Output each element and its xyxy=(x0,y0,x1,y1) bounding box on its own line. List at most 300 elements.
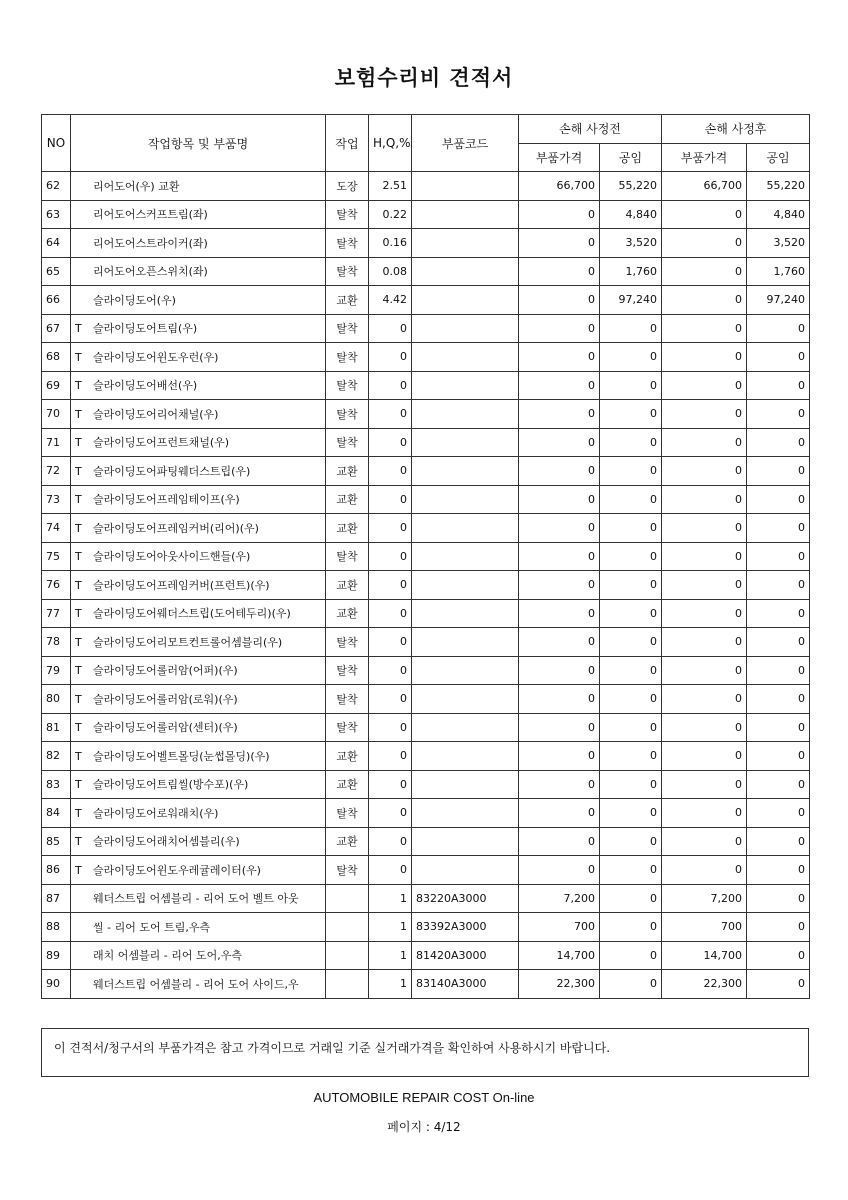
cell-price-after: 0 xyxy=(662,343,747,372)
cell-price-after: 0 xyxy=(662,257,747,286)
cell-work: 탈착 xyxy=(326,428,369,457)
cell-part-code xyxy=(412,343,519,372)
cell-work: 탈착 xyxy=(326,200,369,229)
page-number: 페이지 : 4/12 xyxy=(387,1120,461,1134)
cell-part-code xyxy=(412,770,519,799)
cell-work: 교환 xyxy=(326,514,369,543)
cell-part-code xyxy=(412,713,519,742)
cell-work: 탈착 xyxy=(326,371,369,400)
cell-no: 68 xyxy=(42,343,71,372)
header-labor-before: 공임 xyxy=(600,143,662,172)
header-price-after: 부품가격 xyxy=(662,143,747,172)
table-row xyxy=(42,827,810,856)
cell-part-code xyxy=(412,742,519,771)
cell-item xyxy=(71,400,326,429)
cell-price-before: 0 xyxy=(519,457,600,486)
cell-hq: 1 xyxy=(369,884,412,913)
item-name: 슬라이딩도어프레임커버(프런트)(우) xyxy=(93,578,270,592)
tool-flag: T xyxy=(75,664,82,678)
cell-price-before: 0 xyxy=(519,200,600,229)
cell-hq: 0 xyxy=(369,628,412,657)
cell-work: 도장 xyxy=(326,172,369,201)
cell-part-code xyxy=(412,400,519,429)
cell-labor-before: 0 xyxy=(600,656,662,685)
cell-part-code xyxy=(412,799,519,828)
cell-item xyxy=(71,571,326,600)
item-name: 웨더스트립 어셈블리 - 리어 도어 벨트 아웃 xyxy=(93,892,299,906)
cell-labor-after: 3,520 xyxy=(747,229,810,258)
cell-no: 87 xyxy=(42,884,71,913)
cell-price-before: 14,700 xyxy=(519,941,600,970)
cell-no: 80 xyxy=(42,685,71,714)
item-name: 슬라이딩도어윈도우런(우) xyxy=(93,350,219,364)
cell-labor-after: 0 xyxy=(747,314,810,343)
cell-work: 교환 xyxy=(326,599,369,628)
item-name: 슬라이딩도어파팅웨더스트립(우) xyxy=(93,464,251,478)
cell-item xyxy=(71,628,326,657)
cell-hq: 0 xyxy=(369,428,412,457)
cell-work: 탈착 xyxy=(326,542,369,571)
cell-no: 83 xyxy=(42,770,71,799)
tool-flag: T xyxy=(75,635,82,649)
tool-flag: T xyxy=(75,692,82,706)
cell-hq: 0.16 xyxy=(369,229,412,258)
cell-price-before: 22,300 xyxy=(519,970,600,999)
cell-part-code xyxy=(412,200,519,229)
cell-price-before: 0 xyxy=(519,343,600,372)
cell-item xyxy=(71,884,326,913)
cell-work: 탈착 xyxy=(326,799,369,828)
cell-price-before: 0 xyxy=(519,400,600,429)
cell-price-before: 0 xyxy=(519,428,600,457)
cell-hq: 0 xyxy=(369,770,412,799)
item-name: 리어도어오픈스위치(좌) xyxy=(93,265,208,279)
cell-price-after: 0 xyxy=(662,770,747,799)
cell-price-after: 66,700 xyxy=(662,172,747,201)
cell-no: 84 xyxy=(42,799,71,828)
item-name: 슬라이딩도어리모트컨트롤어셈블리(우) xyxy=(93,635,283,649)
cell-price-after: 0 xyxy=(662,571,747,600)
cell-labor-before: 0 xyxy=(600,941,662,970)
cell-no: 78 xyxy=(42,628,71,657)
document-title: 보험수리비 견적서 xyxy=(334,66,514,90)
table-row xyxy=(42,799,810,828)
header-item: 작업항목 및 부품명 xyxy=(71,115,326,172)
item-name: 슬라이딩도어프레임테이프(우) xyxy=(93,493,240,507)
cell-work: 탈착 xyxy=(326,713,369,742)
cell-hq: 1 xyxy=(369,970,412,999)
cell-item xyxy=(71,286,326,315)
tool-flag: T xyxy=(75,407,82,421)
cell-part-code xyxy=(412,656,519,685)
cell-labor-after: 55,220 xyxy=(747,172,810,201)
cell-price-after: 0 xyxy=(662,200,747,229)
cell-no: 75 xyxy=(42,542,71,571)
cell-hq: 0 xyxy=(369,571,412,600)
cell-item xyxy=(71,343,326,372)
tool-flag: T xyxy=(75,778,82,792)
cell-no: 89 xyxy=(42,941,71,970)
item-name: 슬라이딩도어롤러암(로워)(우) xyxy=(93,692,238,706)
table-row xyxy=(42,400,810,429)
header-after-assessment: 손해 사정후 xyxy=(662,115,810,144)
cell-hq: 2.51 xyxy=(369,172,412,201)
cell-hq: 4.42 xyxy=(369,286,412,315)
estimate-rows xyxy=(42,172,810,999)
cell-item xyxy=(71,742,326,771)
cell-price-before: 0 xyxy=(519,713,600,742)
cell-no: 88 xyxy=(42,913,71,942)
cell-hq: 0 xyxy=(369,742,412,771)
cell-work: 탈착 xyxy=(326,656,369,685)
table-row xyxy=(42,941,810,970)
header-hq: H,Q,% xyxy=(369,115,412,172)
item-name: 슬라이딩도어웨더스트립(도어테두리)(우) xyxy=(93,607,291,621)
tool-flag: T xyxy=(75,749,82,763)
cell-no: 62 xyxy=(42,172,71,201)
cell-item xyxy=(71,371,326,400)
cell-labor-before: 55,220 xyxy=(600,172,662,201)
item-name: 슬라이딩도어트림씰(방수포)(우) xyxy=(93,778,249,792)
cell-part-code: 81420A3000 xyxy=(412,941,519,970)
cell-item xyxy=(71,514,326,543)
cell-hq: 0 xyxy=(369,457,412,486)
cell-work: 탈착 xyxy=(326,257,369,286)
cell-item xyxy=(71,257,326,286)
cell-item xyxy=(71,457,326,486)
cell-price-before: 0 xyxy=(519,685,600,714)
cell-labor-after: 97,240 xyxy=(747,286,810,315)
cell-labor-after: 0 xyxy=(747,457,810,486)
cell-labor-after: 0 xyxy=(747,400,810,429)
item-name: 슬라이딩도어배선(우) xyxy=(93,379,198,393)
cell-no: 77 xyxy=(42,599,71,628)
cell-price-before: 0 xyxy=(519,856,600,885)
item-name: 슬라이딩도어트림(우) xyxy=(93,322,198,336)
tool-flag: T xyxy=(75,322,82,336)
cell-part-code xyxy=(412,314,519,343)
cell-no: 90 xyxy=(42,970,71,999)
table-row xyxy=(42,343,810,372)
tool-flag: T xyxy=(75,493,82,507)
cell-labor-before: 0 xyxy=(600,856,662,885)
cell-hq: 0 xyxy=(369,371,412,400)
cell-work: 교환 xyxy=(326,571,369,600)
cell-labor-before: 0 xyxy=(600,799,662,828)
item-name: 슬라이딩도어프레임커버(리어)(우) xyxy=(93,521,259,535)
item-name: 웨더스트립 어셈블리 - 리어 도어 사이드,우 xyxy=(93,977,299,991)
cell-no: 67 xyxy=(42,314,71,343)
cell-work: 교환 xyxy=(326,770,369,799)
cell-labor-before: 0 xyxy=(600,542,662,571)
cell-hq: 0 xyxy=(369,343,412,372)
cell-labor-after: 0 xyxy=(747,628,810,657)
item-name: 리어도어스커프트림(좌) xyxy=(93,208,208,222)
tool-flag: T xyxy=(75,578,82,592)
cell-labor-before: 0 xyxy=(600,514,662,543)
cell-hq: 0 xyxy=(369,799,412,828)
cell-no: 69 xyxy=(42,371,71,400)
cell-hq: 0 xyxy=(369,314,412,343)
cell-price-before: 0 xyxy=(519,371,600,400)
table-row xyxy=(42,884,810,913)
estimate-table xyxy=(41,114,810,999)
cell-labor-before: 3,520 xyxy=(600,229,662,258)
cell-price-before: 0 xyxy=(519,314,600,343)
cell-labor-after: 0 xyxy=(747,343,810,372)
item-name: 래치 어셈블리 - 리어 도어,우측 xyxy=(93,949,242,963)
cell-hq: 0 xyxy=(369,827,412,856)
cell-no: 86 xyxy=(42,856,71,885)
cell-item xyxy=(71,770,326,799)
item-name: 슬라이딩도어벨트몰딩(눈썹몰딩)(우) xyxy=(93,749,270,763)
table-row xyxy=(42,571,810,600)
header-before-assessment: 손해 사정전 xyxy=(519,115,662,144)
cell-labor-after: 0 xyxy=(747,913,810,942)
cell-labor-after: 0 xyxy=(747,799,810,828)
tool-flag: T xyxy=(75,863,82,877)
item-name: 슬라이딩도어리어채널(우) xyxy=(93,407,219,421)
table-row xyxy=(42,656,810,685)
cell-price-before: 0 xyxy=(519,827,600,856)
table-row xyxy=(42,542,810,571)
cell-price-after: 0 xyxy=(662,856,747,885)
cell-hq: 1 xyxy=(369,941,412,970)
cell-work: 탈착 xyxy=(326,628,369,657)
cell-no: 74 xyxy=(42,514,71,543)
header-work: 작업 xyxy=(326,115,369,172)
item-name: 리어도어스트라이커(좌) xyxy=(93,236,208,250)
cell-no: 76 xyxy=(42,571,71,600)
cell-price-before: 0 xyxy=(519,514,600,543)
item-name: 슬라이딩도어아웃사이드핸들(우) xyxy=(93,550,251,564)
cell-work: 탈착 xyxy=(326,229,369,258)
table-row xyxy=(42,457,810,486)
cell-no: 82 xyxy=(42,742,71,771)
cell-work: 탈착 xyxy=(326,856,369,885)
cell-price-after: 0 xyxy=(662,628,747,657)
cell-labor-after: 0 xyxy=(747,970,810,999)
cell-labor-after: 0 xyxy=(747,856,810,885)
cell-part-code: 83392A3000 xyxy=(412,913,519,942)
item-name: 슬라이딩도어래치어셈블리(우) xyxy=(93,835,240,849)
cell-no: 65 xyxy=(42,257,71,286)
cell-labor-before: 0 xyxy=(600,571,662,600)
cell-hq: 0 xyxy=(369,542,412,571)
cell-price-before: 0 xyxy=(519,770,600,799)
cell-price-after: 0 xyxy=(662,742,747,771)
cell-item xyxy=(71,200,326,229)
cell-price-after: 0 xyxy=(662,314,747,343)
table-row xyxy=(42,257,810,286)
cell-price-after: 0 xyxy=(662,286,747,315)
cell-no: 64 xyxy=(42,229,71,258)
cell-hq: 0 xyxy=(369,713,412,742)
cell-labor-before: 0 xyxy=(600,428,662,457)
item-name: 슬라이딩도어프런트채널(우) xyxy=(93,436,230,450)
cell-part-code xyxy=(412,599,519,628)
table-row xyxy=(42,742,810,771)
cell-hq: 0 xyxy=(369,656,412,685)
cell-price-after: 22,300 xyxy=(662,970,747,999)
tool-flag: T xyxy=(75,806,82,820)
cell-price-before: 0 xyxy=(519,229,600,258)
cell-no: 85 xyxy=(42,827,71,856)
cell-hq: 0 xyxy=(369,856,412,885)
cell-labor-before: 0 xyxy=(600,485,662,514)
header-labor-after: 공임 xyxy=(747,143,810,172)
cell-labor-after: 0 xyxy=(747,884,810,913)
item-name: 씰 - 리어 도어 트림,우측 xyxy=(93,920,211,934)
cell-part-code xyxy=(412,827,519,856)
cell-work: 교환 xyxy=(326,485,369,514)
tool-flag: T xyxy=(75,521,82,535)
tool-flag: T xyxy=(75,607,82,621)
table-row xyxy=(42,371,810,400)
cell-labor-before: 0 xyxy=(600,457,662,486)
cell-labor-after: 0 xyxy=(747,428,810,457)
table-row xyxy=(42,913,810,942)
cell-no: 79 xyxy=(42,656,71,685)
item-name: 슬라이딩도어윈도우레귤레이터(우) xyxy=(93,863,261,877)
cell-item xyxy=(71,314,326,343)
tool-flag: T xyxy=(75,550,82,564)
cell-price-before: 66,700 xyxy=(519,172,600,201)
cell-price-before: 0 xyxy=(519,656,600,685)
cell-part-code xyxy=(412,514,519,543)
cell-labor-before: 0 xyxy=(600,827,662,856)
cell-labor-after: 0 xyxy=(747,485,810,514)
cell-price-after: 7,200 xyxy=(662,884,747,913)
cell-hq: 0.22 xyxy=(369,200,412,229)
cell-labor-before: 0 xyxy=(600,599,662,628)
cell-no: 81 xyxy=(42,713,71,742)
cell-item xyxy=(71,856,326,885)
cell-no: 63 xyxy=(42,200,71,229)
cell-work: 탈착 xyxy=(326,343,369,372)
table-row xyxy=(42,286,810,315)
cell-labor-after: 0 xyxy=(747,713,810,742)
header-part-code: 부품코드 xyxy=(412,115,519,172)
cell-labor-before: 0 xyxy=(600,713,662,742)
cell-part-code xyxy=(412,485,519,514)
cell-price-before: 7,200 xyxy=(519,884,600,913)
tool-flag: T xyxy=(75,379,82,393)
cell-no: 70 xyxy=(42,400,71,429)
cell-labor-after: 0 xyxy=(747,371,810,400)
cell-labor-before: 0 xyxy=(600,371,662,400)
cell-price-before: 0 xyxy=(519,257,600,286)
cell-labor-before: 0 xyxy=(600,343,662,372)
cell-labor-before: 97,240 xyxy=(600,286,662,315)
table-row xyxy=(42,685,810,714)
cell-price-after: 0 xyxy=(662,428,747,457)
header-price-before: 부품가격 xyxy=(519,143,600,172)
cell-labor-before: 0 xyxy=(600,884,662,913)
cell-hq: 0 xyxy=(369,514,412,543)
cell-part-code xyxy=(412,428,519,457)
cell-part-code xyxy=(412,685,519,714)
cell-labor-after: 0 xyxy=(747,656,810,685)
table-row xyxy=(42,172,810,201)
cell-price-after: 0 xyxy=(662,827,747,856)
cell-part-code: 83220A3000 xyxy=(412,884,519,913)
cell-hq: 0 xyxy=(369,685,412,714)
cell-no: 73 xyxy=(42,485,71,514)
cell-no: 71 xyxy=(42,428,71,457)
notice-box xyxy=(41,1028,809,1077)
cell-labor-before: 0 xyxy=(600,314,662,343)
table-row xyxy=(42,229,810,258)
cell-hq: 0 xyxy=(369,485,412,514)
cell-work: 교환 xyxy=(326,742,369,771)
cell-part-code xyxy=(412,856,519,885)
cell-work xyxy=(326,884,369,913)
table-row xyxy=(42,713,810,742)
cell-hq: 1 xyxy=(369,913,412,942)
cell-part-code xyxy=(412,286,519,315)
cell-item xyxy=(71,599,326,628)
cell-no: 66 xyxy=(42,286,71,315)
cell-item xyxy=(71,913,326,942)
cell-labor-before: 0 xyxy=(600,628,662,657)
cell-labor-before: 0 xyxy=(600,400,662,429)
cell-price-before: 700 xyxy=(519,913,600,942)
cell-labor-after: 0 xyxy=(747,770,810,799)
cell-item xyxy=(71,827,326,856)
cell-labor-after: 0 xyxy=(747,571,810,600)
notice-text: 이 견적서/청구서의 부품가격은 참고 가격이므로 거래일 기준 실거래가격을 확인하여 사용하시기 바랍니다. xyxy=(54,1041,611,1055)
cell-item xyxy=(71,428,326,457)
cell-item xyxy=(71,941,326,970)
cell-price-after: 14,700 xyxy=(662,941,747,970)
cell-price-after: 0 xyxy=(662,685,747,714)
cell-labor-before: 0 xyxy=(600,913,662,942)
cell-work: 교환 xyxy=(326,457,369,486)
cell-price-before: 0 xyxy=(519,599,600,628)
table-row xyxy=(42,428,810,457)
cell-item xyxy=(71,799,326,828)
cell-labor-after: 1,760 xyxy=(747,257,810,286)
cell-labor-before: 0 xyxy=(600,770,662,799)
cell-work: 탈착 xyxy=(326,685,369,714)
cell-work: 교환 xyxy=(326,827,369,856)
tool-flag: T xyxy=(75,436,82,450)
cell-item xyxy=(71,542,326,571)
cell-price-before: 0 xyxy=(519,286,600,315)
tool-flag: T xyxy=(75,835,82,849)
cell-part-code xyxy=(412,628,519,657)
header-no: NO xyxy=(42,115,71,172)
cell-price-after: 0 xyxy=(662,799,747,828)
cell-item xyxy=(71,685,326,714)
cell-item xyxy=(71,656,326,685)
item-name: 슬라이딩도어롤러암(센터)(우) xyxy=(93,721,238,735)
cell-work xyxy=(326,941,369,970)
cell-part-code xyxy=(412,229,519,258)
cell-price-before: 0 xyxy=(519,799,600,828)
cell-labor-before: 0 xyxy=(600,685,662,714)
item-name: 슬라이딩도어로워래치(우) xyxy=(93,806,219,820)
cell-price-after: 0 xyxy=(662,400,747,429)
cell-labor-after: 0 xyxy=(747,742,810,771)
cell-item xyxy=(71,485,326,514)
cell-labor-after: 4,840 xyxy=(747,200,810,229)
cell-labor-after: 0 xyxy=(747,599,810,628)
cell-price-after: 700 xyxy=(662,913,747,942)
tool-flag: T xyxy=(75,464,82,478)
cell-price-after: 0 xyxy=(662,229,747,258)
